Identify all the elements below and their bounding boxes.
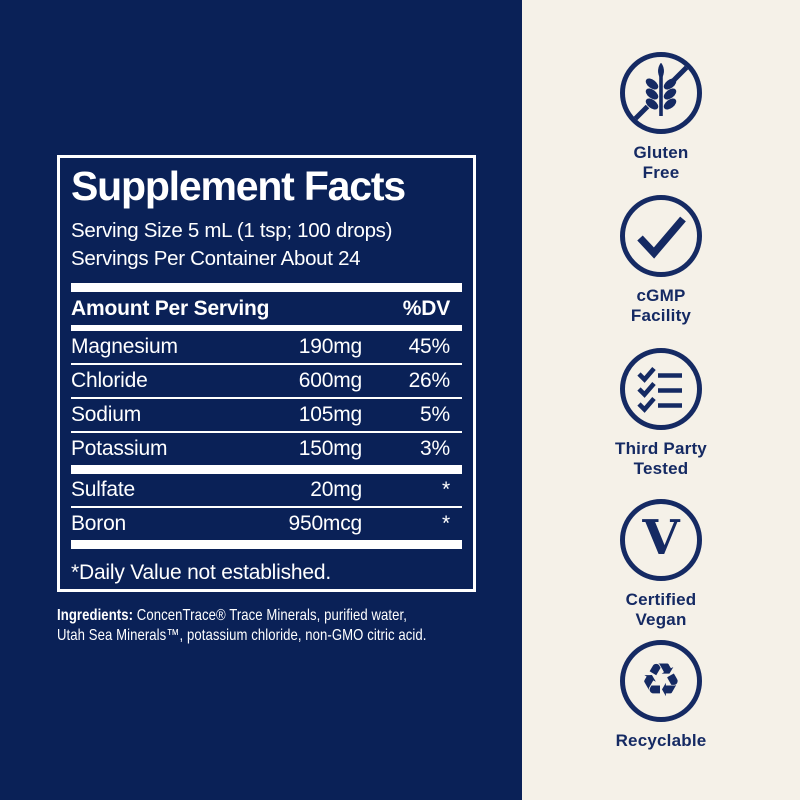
nutrient-name: Sulfate (71, 477, 135, 501)
ingredients-line-2: Utah Sea Minerals™, potassium chloride, non-GMO citric acid. (57, 627, 427, 644)
nutrient-dv: 3% (420, 436, 450, 460)
nutrient-amount: 105mg (298, 402, 362, 426)
serving-info (71, 217, 462, 273)
vegan-v-icon: V (620, 499, 702, 581)
badge-cgmp-facility (522, 195, 800, 326)
table-row (71, 331, 462, 365)
nutrient-name: Magnesium (71, 334, 178, 358)
nutrient-dv: 45% (408, 334, 450, 358)
nutrient-amount: 950mcg (288, 511, 362, 535)
supplement-facts-panel (57, 155, 476, 592)
badge-gluten-free (522, 52, 800, 183)
table-row (71, 365, 462, 399)
percent-dv-header: %DV (402, 297, 450, 320)
facts-table-header (71, 292, 462, 325)
nutrient-dv: 5% (420, 402, 450, 426)
badge-label: Recyclable (615, 731, 707, 750)
thick-divider (71, 540, 462, 549)
thick-divider (71, 283, 462, 292)
dv-footnote: *Daily Value not established. (71, 561, 331, 584)
nutrient-amount: 190mg (298, 334, 362, 358)
thick-divider (71, 465, 462, 474)
table-row (71, 474, 462, 508)
nutrient-name: Boron (71, 511, 127, 535)
badge-label: cGMP Facility (630, 286, 692, 325)
serving-size-text: Serving Size 5 mL (1 tsp; 100 drops) (71, 219, 393, 242)
nutrient-name: Sodium (71, 402, 142, 426)
badge-label: Gluten Free (633, 143, 689, 182)
nutrient-amount: 600mg (298, 368, 362, 392)
servings-per-container-text: Servings Per Container About 24 (71, 247, 361, 270)
checkmark-icon (620, 195, 702, 277)
nutrient-amount: 20mg (310, 477, 362, 501)
nutrient-dv: * (442, 477, 450, 501)
certifications-sidebar (522, 0, 800, 800)
nutrient-name: Chloride (71, 368, 148, 392)
ingredients-label: Ingredients: (57, 607, 134, 624)
gluten-free-icon (620, 52, 702, 134)
ingredients-line-1: ConcenTrace® Trace Minerals, purified water, (136, 607, 407, 624)
nutrient-dv: * (442, 511, 450, 535)
nutrient-name: Potassium (71, 436, 168, 460)
badge-label: Third Party Tested (615, 439, 707, 478)
ingredients-text (57, 606, 451, 646)
amount-per-serving-header: Amount Per Serving (71, 297, 270, 320)
badge-recyclable (522, 640, 800, 751)
supplement-facts-title: Supplement Facts (71, 163, 405, 209)
badge-label: Certified Vegan (625, 590, 697, 629)
table-row (71, 433, 462, 465)
nutrient-dv: 26% (408, 368, 450, 392)
table-row (71, 508, 462, 540)
table-row (71, 399, 462, 433)
recycle-icon: ♻ (620, 640, 702, 722)
badge-certified-vegan (522, 499, 800, 630)
checklist-icon (620, 348, 702, 430)
badge-third-party-tested (522, 348, 800, 479)
nutrient-amount: 150mg (298, 436, 362, 460)
